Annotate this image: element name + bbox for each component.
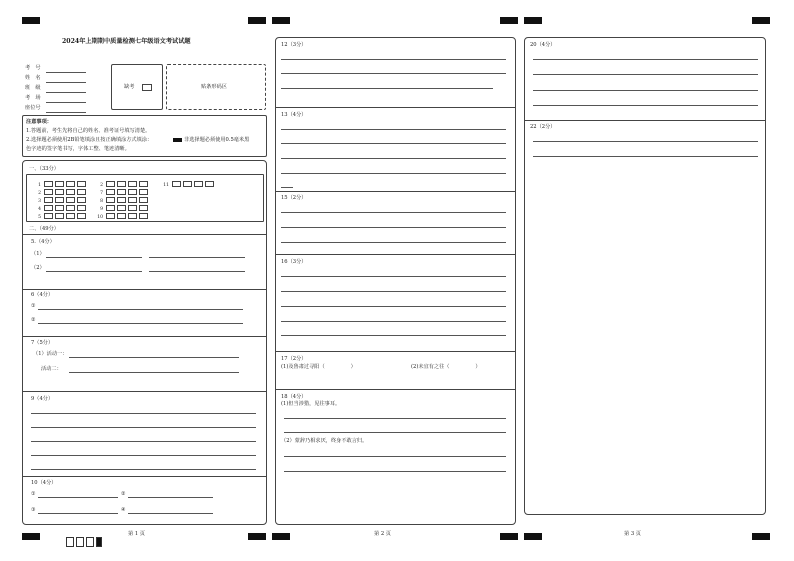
answer-line[interactable] (281, 187, 293, 188)
answer-line[interactable] (533, 90, 758, 91)
mc-row-11: 11 (159, 181, 216, 188)
info-field-line[interactable] (46, 112, 86, 113)
answer-line[interactable] (284, 456, 506, 457)
bubble[interactable] (66, 205, 75, 211)
mc-row: 10 (93, 213, 150, 220)
timing-mark (752, 17, 770, 24)
q18-part1: (1)但当涉猎，见往事耳。 (281, 401, 341, 407)
answer-line[interactable] (31, 469, 256, 470)
missing-label: 缺考 (124, 84, 135, 90)
q5-part1: （1） (31, 251, 45, 257)
bubble[interactable] (194, 181, 203, 187)
bubble[interactable] (77, 189, 86, 195)
mc-row: 5 (31, 213, 88, 220)
answer-line[interactable] (149, 271, 245, 272)
mc-row: 1 (31, 181, 88, 188)
notes-box (22, 115, 267, 157)
bubble[interactable] (44, 181, 53, 187)
mc-row: 9 (93, 205, 150, 212)
answer-line[interactable] (38, 513, 118, 514)
q17-part1: (1)及鲁肃过寻阳（ ） (281, 364, 356, 370)
bubble[interactable] (205, 181, 214, 187)
info-label: 考 号 (25, 65, 41, 71)
answer-line[interactable] (128, 513, 213, 514)
q7-part2: 活动二： (41, 366, 62, 372)
answer-line[interactable] (281, 129, 506, 130)
notes-line-2a: 2.选择题必须使用2B铅笔填涂且按正确填涂方式填涂： (26, 137, 153, 143)
answer-line[interactable] (533, 74, 758, 75)
answer-line[interactable] (281, 158, 506, 159)
page2-footer: 第 2 页 (374, 531, 391, 537)
multiple-choice-grid (26, 174, 264, 222)
mc-row: 2 (93, 181, 150, 188)
mc-row: 8 (93, 197, 150, 204)
missing-checkbox[interactable] (142, 84, 152, 91)
bubble[interactable] (77, 205, 86, 211)
bubble[interactable] (128, 181, 137, 187)
answer-line[interactable] (46, 271, 142, 272)
bubble[interactable] (106, 197, 115, 203)
mc-row: 3 (31, 197, 88, 204)
bubble[interactable] (44, 213, 53, 219)
q12-heading: 12（3分） (281, 42, 307, 48)
timing-mark (248, 17, 266, 24)
bubble[interactable] (139, 197, 148, 203)
bubble[interactable] (183, 181, 192, 187)
q20-heading: 20（4分） (530, 42, 556, 48)
bubble[interactable] (66, 197, 75, 203)
answer-line[interactable] (128, 497, 213, 498)
bubble[interactable] (128, 197, 137, 203)
section1-heading: 一、（33分） (29, 166, 59, 172)
notes-line-1: 1.答题前，考生先将自己的姓名、准考证号填写清楚。 (26, 128, 151, 134)
timing-mark (22, 17, 40, 24)
mc-row: 4 (31, 205, 88, 212)
bubble[interactable] (172, 181, 181, 187)
answer-line[interactable] (281, 73, 506, 74)
answer-line[interactable] (281, 291, 506, 292)
q6-part1: ① (31, 303, 36, 309)
answer-line[interactable] (31, 413, 256, 414)
q15-heading: 15（2分） (281, 195, 307, 201)
answer-line[interactable] (31, 427, 256, 428)
timing-mark (524, 17, 542, 24)
answer-line[interactable] (281, 143, 506, 144)
answer-line[interactable] (46, 257, 142, 258)
bubble[interactable] (66, 213, 75, 219)
answer-line[interactable] (284, 418, 506, 419)
info-label: 班 级 (25, 85, 41, 91)
bubble[interactable] (117, 181, 126, 187)
q7-part1: （1）活动一： (33, 351, 68, 357)
bubble[interactable] (139, 213, 148, 219)
answer-line[interactable] (281, 212, 506, 213)
bubble[interactable] (117, 189, 126, 195)
answer-line[interactable] (38, 497, 118, 498)
answer-line[interactable] (281, 276, 506, 277)
answer-line[interactable] (281, 242, 506, 243)
q10-heading: 10（4分） (31, 480, 57, 486)
bubble[interactable] (139, 189, 148, 195)
timing-mark (500, 17, 518, 24)
bubble[interactable] (77, 197, 86, 203)
bubble[interactable] (55, 205, 64, 211)
q17-part2: (2)未宜有之往（ ） (411, 364, 481, 370)
missing-exam-box (111, 64, 163, 110)
q10-part2: ② (121, 491, 126, 497)
bubble[interactable] (55, 181, 64, 187)
info-field-line[interactable] (46, 102, 86, 103)
bubble[interactable] (139, 205, 148, 211)
q10-part4: ④ (121, 507, 126, 513)
timing-mark (272, 17, 290, 24)
answer-line[interactable] (284, 471, 506, 472)
answer-line[interactable] (281, 88, 493, 89)
notes-line-2b: 非选择题必须使用0.5毫米黑 (184, 137, 250, 143)
bubble[interactable] (106, 189, 115, 195)
q13-heading: 13（4分） (281, 112, 307, 118)
q7-heading: 7（5分） (31, 340, 54, 346)
answer-line[interactable] (38, 309, 243, 310)
info-label: 姓 名 (25, 75, 41, 81)
bubble[interactable] (55, 197, 64, 203)
section2-heading: 二、（49分） (29, 226, 59, 232)
timing-mark (500, 533, 518, 540)
q22-heading: 22（2分） (530, 124, 556, 130)
bubble[interactable] (106, 181, 115, 187)
answer-line[interactable] (31, 455, 256, 456)
page1-answer-area (22, 160, 267, 525)
answer-line[interactable] (149, 257, 245, 258)
timing-mark (524, 533, 542, 540)
info-field-line[interactable] (46, 82, 86, 83)
page2-answer-area (275, 37, 516, 525)
bubble[interactable] (139, 181, 148, 187)
bubble[interactable] (55, 189, 64, 195)
q6-part2: ② (31, 317, 36, 323)
answer-line[interactable] (38, 323, 243, 324)
timing-mark (22, 533, 40, 540)
bubble[interactable] (106, 205, 115, 211)
q5-heading: 5.（4分） (31, 239, 55, 245)
bubble[interactable] (55, 213, 64, 219)
q9-heading: 9（4分） (31, 396, 54, 402)
answer-line[interactable] (533, 156, 758, 157)
bubble[interactable] (66, 181, 75, 187)
bubble[interactable] (117, 213, 126, 219)
answer-line[interactable] (69, 372, 239, 373)
timing-mark (752, 533, 770, 540)
answer-line[interactable] (281, 173, 506, 174)
page3-answer-area (524, 37, 766, 515)
q18-part2: （2）蒙辞乃相求厌，终身不敢言归。 (281, 438, 368, 444)
bubble[interactable] (128, 205, 137, 211)
info-field-line[interactable] (46, 72, 86, 73)
answer-line[interactable] (533, 141, 758, 142)
answer-line[interactable] (281, 321, 506, 322)
info-field-line[interactable] (46, 92, 86, 93)
q5-part2: （2） (31, 265, 45, 271)
answer-line[interactable] (284, 432, 506, 433)
q10-part3: ③ (31, 507, 36, 513)
bubble[interactable] (117, 197, 126, 203)
q6-heading: 6（4分） (31, 292, 54, 298)
mc-row: 7 (93, 189, 150, 196)
answer-line[interactable] (281, 59, 506, 60)
notes-heading: 注意事项： (26, 119, 52, 125)
q10-part1: ① (31, 491, 36, 497)
bubble[interactable] (77, 181, 86, 187)
bubble[interactable] (44, 197, 53, 203)
bubble[interactable] (128, 189, 137, 195)
answer-line[interactable] (281, 306, 506, 307)
answer-line[interactable] (69, 357, 239, 358)
barcode-area (166, 64, 266, 110)
answer-line[interactable] (533, 105, 758, 106)
page1-footer: 第 1 页 (128, 531, 145, 537)
notes-line-3: 色字迹的签字笔书写，字体工整、笔迹清晰。 (26, 146, 130, 152)
bubble[interactable] (44, 205, 53, 211)
bubble[interactable] (44, 189, 53, 195)
answer-line[interactable] (31, 441, 256, 442)
answer-line[interactable] (281, 227, 506, 228)
timing-mark (272, 533, 290, 540)
info-label: 座位号 (25, 105, 41, 111)
q16-heading: 16（3分） (281, 259, 307, 265)
answer-line[interactable] (281, 335, 506, 336)
page3-footer: 第 3 页 (624, 531, 641, 537)
bubble[interactable] (66, 189, 75, 195)
bubble[interactable] (106, 213, 115, 219)
timing-mark (248, 533, 266, 540)
exam-title: 2024年上期期中质量检测七年级语文考试试题 (62, 38, 191, 45)
q17-heading: 17（2分） (281, 356, 307, 362)
barcode-label: 贴条形码区 (201, 84, 227, 90)
q18-heading: 18（4分） (281, 394, 307, 400)
bubble[interactable] (117, 205, 126, 211)
mc-row: 2 (31, 189, 88, 196)
info-label: 考 场 (25, 95, 41, 101)
page-index-marks (66, 531, 104, 550)
bubble[interactable] (128, 213, 137, 219)
fill-sample (173, 138, 182, 142)
answer-line[interactable] (533, 59, 758, 60)
bubble[interactable] (77, 213, 86, 219)
